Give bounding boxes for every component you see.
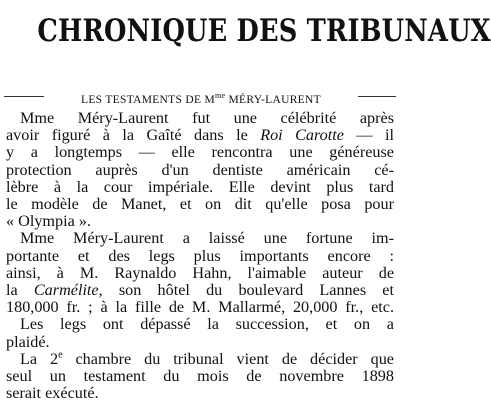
italic-title: Carmélite [33,281,99,299]
text-segment: — il [343,126,395,145]
article-line [6,384,394,402]
article-line [6,247,394,265]
text-segment: lèbre à la cour impériale. Elle devint plus tard [6,177,394,196]
text-segment: y a longtemps — elle rencontra une généreuse [6,143,394,162]
subhead-rule-right [358,96,396,97]
text-segment: chambre du tribunal vient de décider que [62,349,394,368]
text-segment: , son hôtel du boulevard Lannes et [98,281,394,299]
article-line [20,350,394,368]
text-segment: plaidé. [6,332,50,351]
article-line [6,298,394,316]
text-segment: Mme Méry-Laurent a laissé une fortune im- [20,229,394,248]
subhead-superscript: me [214,91,226,100]
article-line [6,195,394,213]
text-segment: protection auprès d'un dentiste américain cé- [6,160,394,179]
article-line [6,367,394,385]
text-segment: Mme Méry-Laurent fut une célébrité après [20,109,394,127]
article-line [6,333,394,351]
article-line [6,281,394,299]
text-segment: seul un testament du mois de novembre 1898 [6,367,394,385]
article-line [20,109,394,127]
subhead-prefix: LES TESTAMENTS DE M [81,93,215,106]
italic-title: Roi Carotte [260,126,344,145]
text-segment: serait exécuté. [6,384,99,403]
text-segment: Les legs ont dépassé la succession, et on a [20,315,394,334]
subhead-suffix: MÉRY-LAURENT [225,93,321,106]
article-line [20,315,394,333]
article-line [6,161,394,179]
text-segment: le modèle de Manet, et on dit qu'elle posa pour [6,195,394,213]
text-segment: avoir figuré à la Gaîté dans le [6,126,261,145]
article-line [6,264,394,282]
text-segment: la [6,281,34,299]
text-segment: La 2 [20,349,59,368]
text-segment: portante et des legs plus importants encore : [6,246,394,265]
text-segment: ainsi, à M. Raynaldo Hahn, l'aimable auteur de [6,263,394,282]
article-line [6,126,394,144]
masthead: CHRONIQUE DES TRIBUNAUX [37,13,491,49]
article-line [6,143,394,161]
text-segment: « Olympia ». [6,212,91,231]
subhead [44,86,358,106]
article-line [20,229,394,247]
article-line [6,212,394,230]
subhead-rule-left [4,96,44,97]
superscript: e [58,349,63,361]
text-segment: 180,000 fr. ; à la fille de M. Mallarmé, 20,000 fr., etc. [6,298,394,317]
article-line [6,178,394,196]
